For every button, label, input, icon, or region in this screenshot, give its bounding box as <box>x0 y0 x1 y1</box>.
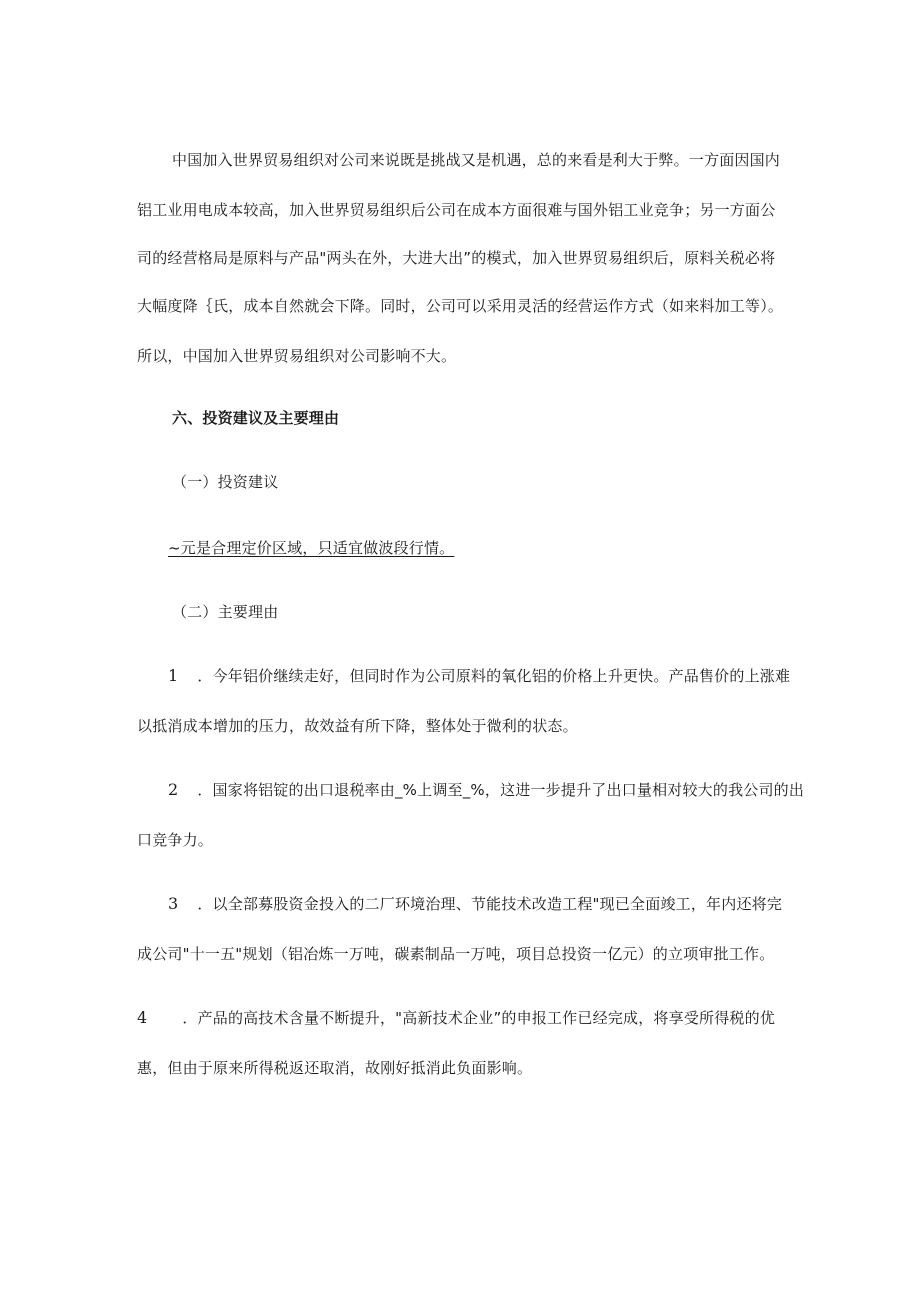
reason-text: ．产品的高技术含量不断提升，"高新技术企业”的申报工作已经完成，将享受所得税的优 <box>182 1009 776 1027</box>
reason-item <box>168 780 804 800</box>
paragraph-line: 中国加入世界贸易组织对公司来说既是挑战又是机遇，总的来看是利大于弊。一方面因国内 <box>172 151 781 169</box>
reason-item <box>168 894 782 914</box>
reason-number: 1 <box>168 666 179 685</box>
reason-text: ．今年铝价继续走好，但同时作为公司原料的氧化铝的价格上升更快。产品售价的上涨难 <box>197 667 791 685</box>
reason-text-continued: 口竞争力。 <box>137 831 214 849</box>
reason-text-continued: 以抵消成本增加的压力，故效益有所下降，整体处于微利的状态。 <box>137 717 578 735</box>
reason-item <box>168 666 790 686</box>
investment-advice-text: ~元是合理定价区域，只适宜做波段行情。 <box>168 539 455 557</box>
reason-number: 2 <box>168 780 179 799</box>
reason-number: 3 <box>168 894 179 913</box>
reason-item <box>137 1008 775 1028</box>
reason-text-continued: 惠，但由于原来所得税返还取消，故刚好抵消此负面影响。 <box>137 1059 533 1077</box>
reason-text-continued: 成公司"十一五"规划（铝冶炼一万吨，碳素制品一万吨，项目总投资一亿元）的立项审批工作。 <box>137 945 775 963</box>
reason-number: 4 <box>137 1008 148 1027</box>
reason-text: ．国家将铝锭的出口退税率由_%上调至_%，这进一步提升了出口量相对较大的我公司的出 <box>197 781 805 799</box>
reason-text: ．以全部募股资金投入的二厂环境治理、节能技术改造工程"现已全面竣工，年内还将完 <box>197 895 783 913</box>
paragraph-line: 司的经营格局是原料与产品"两头在外，大进大出”的模式，加入世界贸易组织后，原料关税必将 <box>137 249 776 267</box>
subsection-heading: （二）主要理由 <box>172 603 279 621</box>
section-heading: 六、投资建议及主要理由 <box>172 409 340 427</box>
paragraph-line: 大幅度降｛氏，成本自然就会下降。同时，公司可以采用灵活的经营运作方式（如来料加工等）。 <box>137 297 784 315</box>
paragraph-line: 所以，中国加入世界贸易组织对公司影响不大。 <box>137 347 457 365</box>
paragraph-line: 铝工业用电成本较高，加入世界贸易组织后公司在成本方面很难与国外铝工业竞争；另一方面公 <box>137 201 776 219</box>
subsection-heading: （一）投资建议 <box>172 473 279 491</box>
